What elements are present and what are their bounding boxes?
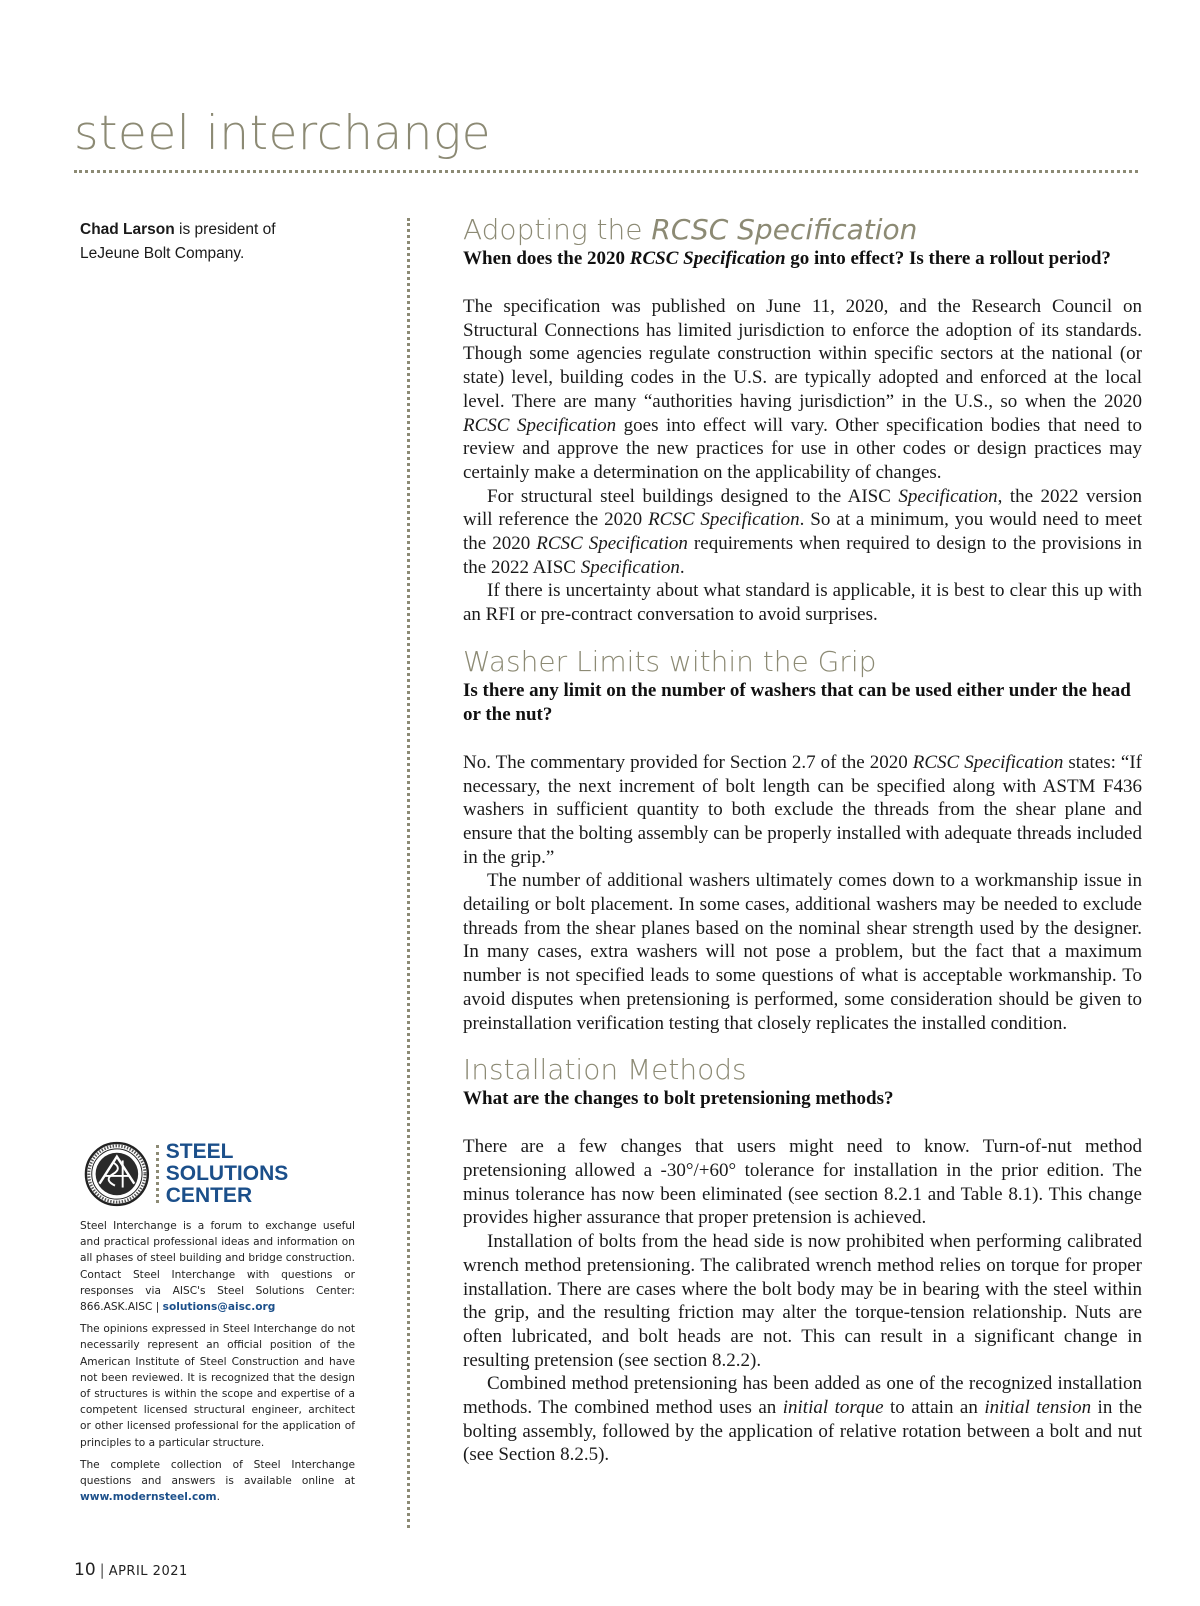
- section-washer-limits: [463, 645, 1142, 1035]
- footer-separator: |: [99, 1561, 105, 1579]
- steel-solutions-center-wordmark: STEEL SOLUTIONS CENTER: [165, 1140, 289, 1207]
- ssc-disclaimer: The opinions expressed in Steel Interchange do not necessarily represent an official position of the American Institute of Steel Construction and have not been reviewed. It is recognized that the design of structures is within the scope and expertise of a competent licensed structural engineer, architect or other licensed professional for the application of principles to a particular structure.: [80, 1323, 355, 1449]
- steel-solutions-center-logo: [84, 1140, 355, 1208]
- answer-paragraph: Installation of bolts from the head side is now prohibited when performing calibrated wrench method pretensioning. The calibrated wrench method relies on torque for proper installation. There are cases where the bolt body may be in bearing with the steel within the grip, and the resulting friction may alter the torque-tension relationship. Nuts are often lubricated, and bolt heads are not. This can result in a significant change in resulting pretension (see section 8.2.2).: [463, 1231, 1142, 1371]
- page-footer: [74, 1560, 188, 1580]
- answer-paragraph: No. The commentary provided for Section 2.7 of the 2020 RCSC Specification states: “If necessary, the next increment of bolt length can be specified along with ASTM F436 washers in sufficient quantity to both exclude the threads from the shear plane and ensure that the bolting assembly can be properly installed with adequate threads included in the grip.”: [463, 751, 1143, 868]
- ssc-forum-description: Steel Interchange is a forum to exchange useful and practical professional ideas and information on all phases of steel building and bridge construction. Contact Steel Interchange with questions or responses via AISC's Steel Solutions Center: 866.ASK.AISC | solutions@aisc.org: [80, 1220, 355, 1314]
- main-article: [463, 213, 1142, 1485]
- answer-paragraph: Combined method pretensioning has been added as one of the recognized installation methods. The combined method uses an initial torque to attain an initial tension in the bolting assembly, followed by the application of relative rotation between a bolt and nut (see Section 8.2.5).: [463, 1373, 1143, 1466]
- section-title: Adopting the RCSC Specification: [463, 213, 918, 246]
- author-role: is president of: [174, 221, 276, 238]
- section-question: Is there any limit on the number of washers that can be used either under the head or the nut?: [463, 679, 1131, 725]
- issue-date: APRIL 2021: [108, 1564, 188, 1579]
- answer-paragraph: The specification was published on June 11, 2020, and the Research Council on Structural Connections has limited jurisdiction to enforce the adoption of its standards. Though some agencies regulate construction within specific sectors at the national (or state) level, building codes in the U.S. are typically adopted and enforced at the local level. There are many “authorities having jurisdiction” in the U.S., so when the 2020 RCSC Specification goes into effect will vary. Other specification bodies that need to review and approve the new practices for use in other codes or design practices may certainly make a determination on the applicability of changes.: [463, 296, 1142, 483]
- ssc-email-link[interactable]: solutions@aisc.org: [162, 1301, 276, 1314]
- section-installation-methods: [463, 1053, 1142, 1467]
- page-header-title: steel interchange: [74, 106, 492, 161]
- aisc-seal-icon: [84, 1140, 150, 1208]
- section-title: Installation Methods: [463, 1053, 747, 1087]
- logo-dotted-divider: [156, 1145, 159, 1203]
- answer-paragraph: The number of additional washers ultimately comes down to a workmanship issue in detailing or bolt placement. In some cases, additional washers may be needed to exclude threads from the shear planes based on the nominal shear strength used by the designer. In many cases, extra washers will not pose a problem, but the fact that a maximum number is not specified leads to some questions of what is acceptable workmanship. To avoid disputes when pretensioning is performed, some consideration should be given to preinstallation verification testing that closely replicates the installed condition.: [463, 870, 1142, 1034]
- modernsteel-link[interactable]: www.modernsteel.com: [80, 1491, 217, 1504]
- author-bio: [80, 218, 350, 266]
- ssc-online-collection: The complete collection of Steel Interchange questions and answers is available online at www.modernsteel.com.: [80, 1458, 355, 1504]
- page-number: 10: [74, 1560, 96, 1580]
- section-question: What are the changes to bolt pretensioning methods?: [463, 1088, 894, 1110]
- answer-paragraph: For structural steel buildings designed to the AISC Specification, the 2022 version will reference the 2020 RCSC Specification. So at a minimum, you would need to meet the 2020 RCSC Specification requirements when required to design to the provisions in the 2022 AISC Specification.: [463, 485, 1143, 578]
- section-question: When does the 2020 RCSC Specification go into effect? Is there a rollout period?: [463, 248, 1111, 269]
- section-adopting-rcsc: [463, 213, 1142, 627]
- answer-paragraph: If there is uncertainty about what standard is applicable, it is best to clear this up with an RFI or pre-contract conversation to avoid surprises.: [463, 580, 1142, 626]
- column-dotted-divider: [407, 218, 410, 1528]
- author-company: LeJeune Bolt Company.: [80, 245, 245, 262]
- section-title: Washer Limits within the Grip: [463, 644, 877, 678]
- author-name: Chad Larson: [80, 221, 175, 238]
- header-dotted-rule: [74, 170, 1138, 173]
- answer-paragraph: There are a few changes that users might need to know. Turn-of-nut method pretensioning allowed a -30°/+60° tolerance for installation in the prior edition. The minus tolerance has now been eliminated (see section 8.2.1 and Table 8.1). This change provides higher assurance that proper pretension is achieved.: [463, 1136, 1142, 1229]
- steel-solutions-center-sidebar: [80, 1140, 355, 1511]
